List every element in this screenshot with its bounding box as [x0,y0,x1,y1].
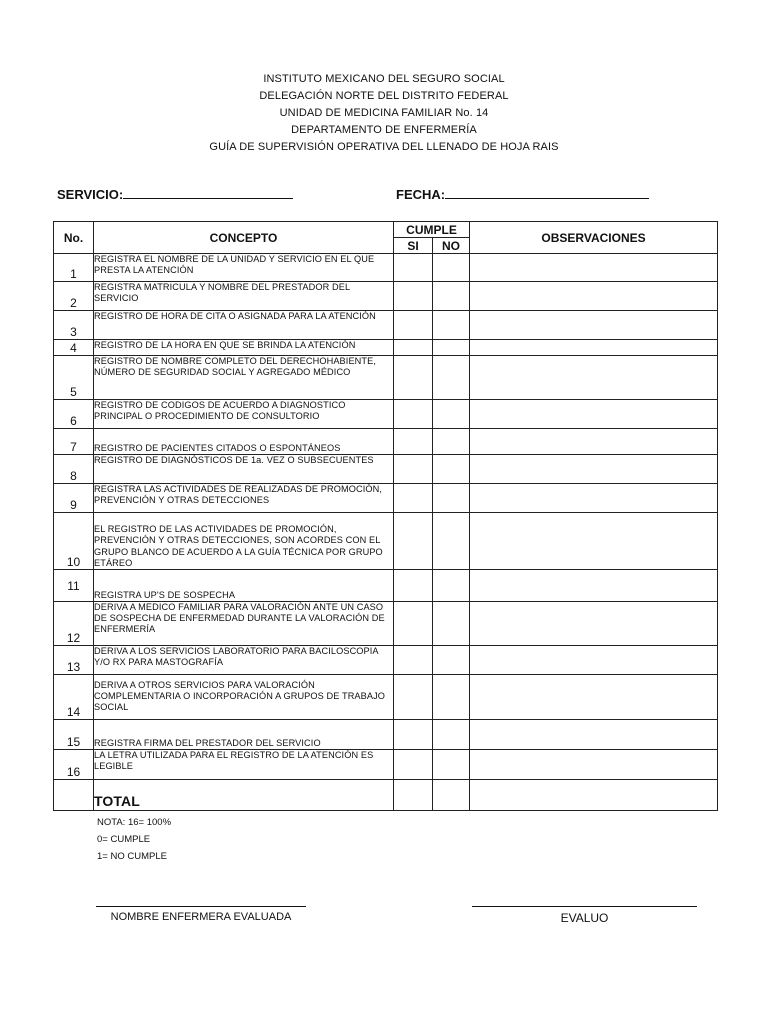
row-number: 1 [54,254,94,282]
cumple-no-cell[interactable] [433,484,470,513]
header-department: DEPARTAMENTO DE ENFERMERÍA [291,124,477,136]
row-concept: REGISTRA MATRICULA Y NOMBRE DEL PRESTADOR DEL SERVICIO [94,282,394,311]
table-row [54,513,718,570]
observaciones-cell[interactable] [470,429,718,455]
total-no-cell[interactable] [433,780,470,811]
cumple-si-cell[interactable] [394,340,433,356]
observaciones-cell[interactable] [470,455,718,484]
row-concept: DERIVA A MEDICO FAMILIAR PARA VALORACIÓN ANTE UN CASO DE SOSPECHA DE ENFERMEDAD DURANTE LA VALORACIÓN DE ENFERMERÍA [94,602,394,646]
total-observaciones-cell[interactable] [470,780,718,811]
notes-block [97,814,171,865]
row-concept: EL REGISTRO DE LAS ACTIVIDADES DE PROMOCIÓN, PREVENCIÓN Y OTRAS DETECCIONES, SON ACORDES CON EL GRUPO BLANCO DE ACUERDO A LA GUÍA TÉCNICA POR GRUPO ETÁREO [94,513,394,570]
row-number: 2 [54,282,94,311]
cumple-si-cell[interactable] [394,570,433,602]
cumple-no-cell[interactable] [433,356,470,400]
total-row [54,780,718,811]
observaciones-cell[interactable] [470,750,718,780]
row-concept: LA LETRA UTILIZADA PARA EL REGISTRO DE LA ATENCIÓN ES LEGIBLE [94,750,394,780]
cumple-si-cell[interactable] [394,646,433,675]
table-row [54,356,718,400]
fecha-field[interactable] [396,185,649,202]
table-row [54,455,718,484]
total-si-cell[interactable] [394,780,433,811]
cumple-si-cell[interactable] [394,484,433,513]
evaluator-label: EVALUO [560,911,609,925]
row-number: 4 [54,340,94,356]
cumple-no-cell[interactable] [433,400,470,429]
total-label: TOTAL [94,780,394,811]
row-number: 12 [54,602,94,646]
table-row [54,484,718,513]
cumple-no-cell[interactable] [433,570,470,602]
table-row [54,400,718,429]
row-number: 3 [54,311,94,340]
header-si: SI [394,238,433,254]
signature-line [472,906,697,907]
header-no: No. [54,222,94,254]
observaciones-cell[interactable] [470,311,718,340]
cumple-no-cell[interactable] [433,513,470,570]
cumple-no-cell[interactable] [433,254,470,282]
supervision-table [53,221,718,811]
cumple-no-cell[interactable] [433,602,470,646]
cumple-si-cell[interactable] [394,675,433,720]
row-number: 10 [54,513,94,570]
row-number: 13 [54,646,94,675]
cumple-no-cell[interactable] [433,311,470,340]
signature-line [96,906,306,907]
total-number-cell [54,780,94,811]
row-concept: REGISTRO DE LA HORA EN QUE SE BRINDA LA ATENCIÓN [94,340,394,356]
table-row [54,720,718,750]
evaluated-nurse-signature[interactable] [96,906,306,923]
row-concept: REGISTRO DE CODIGOS DE ACUERDO A DIAGNOSTICO PRINCIPAL O PROCEDIMIENTO DE CONSULTORIO [94,400,394,429]
cumple-si-cell[interactable] [394,513,433,570]
cumple-si-cell[interactable] [394,750,433,780]
header-guide-title: GUÍA DE SUPERVISIÓN OPERATIVA DEL LLENADO DE HOJA RAIS [209,141,559,153]
observaciones-cell[interactable] [470,282,718,311]
table-row [54,254,718,282]
row-number: 11 [54,570,94,602]
observaciones-cell[interactable] [470,675,718,720]
header-concepto: CONCEPTO [94,222,394,254]
cumple-si-cell[interactable] [394,602,433,646]
cumple-no-cell[interactable] [433,750,470,780]
table-row [54,429,718,455]
cumple-si-cell[interactable] [394,282,433,311]
header-no-option: NO [433,238,470,254]
header-institution: INSTITUTO MEXICANO DEL SEGURO SOCIAL [263,73,505,85]
table-row [54,602,718,646]
table-row [54,675,718,720]
row-number: 14 [54,675,94,720]
row-number: 15 [54,720,94,750]
cumple-no-cell[interactable] [433,429,470,455]
row-number: 6 [54,400,94,429]
cumple-no-cell[interactable] [433,455,470,484]
header-delegation: DELEGACIÓN NORTE DEL DISTRITO FEDERAL [259,90,509,102]
servicio-field[interactable] [57,185,293,202]
observaciones-cell[interactable] [470,340,718,356]
row-concept: REGISTRA LAS ACTIVIDADES DE REALIZADAS DE PROMOCIÓN, PREVENCIÓN Y OTRAS DETECCIONES [94,484,394,513]
row-concept: REGISTRO DE NOMBRE COMPLETO DEL DERECHOHABIENTE, NÚMERO DE SEGURIDAD SOCIAL Y AGREGADO MÉDICO [94,356,394,400]
evaluator-signature[interactable] [472,906,697,925]
cumple-no-cell[interactable] [433,675,470,720]
note-cumple: 0= CUMPLE [97,834,151,845]
table-row [54,750,718,780]
servicio-label: SERVICIO: [57,187,124,202]
cumple-si-cell[interactable] [394,254,433,282]
row-number: 5 [54,356,94,400]
row-concept: REGISTRO DE HORA DE CITA O ASIGNADA PARA LA ATENCIÓN [94,311,394,340]
table-row [54,311,718,340]
table-row [54,570,718,602]
observaciones-cell[interactable] [470,400,718,429]
header-cumple: CUMPLE [394,222,470,238]
cumple-si-cell[interactable] [394,429,433,455]
servicio-blank[interactable] [123,185,293,199]
table-row [54,282,718,311]
note-no-cumple: 1= NO CUMPLE [97,851,167,862]
row-concept: REGISTRA EL NOMBRE DE LA UNIDAD Y SERVICIO EN EL QUE PRESTA LA ATENCIÓN [94,254,394,282]
cumple-no-cell[interactable] [433,646,470,675]
row-concept: REGISTRO DE DIAGNÓSTICOS DE 1a. VEZ O SUBSECUENTES [94,455,394,484]
row-number: 9 [54,484,94,513]
evaluated-nurse-label: NOMBRE ENFERMERA EVALUADA [110,911,292,923]
observaciones-cell[interactable] [470,484,718,513]
observaciones-cell[interactable] [470,356,718,400]
row-number: 16 [54,750,94,780]
table-row [54,340,718,356]
table-row [54,646,718,675]
cumple-si-cell[interactable] [394,455,433,484]
row-number: 7 [54,429,94,455]
observaciones-cell[interactable] [470,513,718,570]
row-concept: REGISTRA UP'S DE SOSPECHA [94,570,394,602]
header-observaciones: OBSERVACIONES [470,222,718,254]
document-header [0,71,768,156]
observaciones-cell[interactable] [470,570,718,602]
fecha-blank[interactable] [445,185,649,199]
cumple-si-cell[interactable] [394,400,433,429]
cumple-no-cell[interactable] [433,340,470,356]
observaciones-cell[interactable] [470,602,718,646]
note-total: NOTA: 16= 100% [97,817,172,828]
row-concept: DERIVA A OTROS SERVICIOS PARA VALORACIÓN COMPLEMENTARIA O INCORPORACIÓN A GRUPOS DE TRABAJO SOCIAL [94,675,394,720]
cumple-no-cell[interactable] [433,720,470,750]
row-number: 8 [54,455,94,484]
cumple-si-cell[interactable] [394,720,433,750]
row-concept: REGISTRA FIRMA DEL PRESTADOR DEL SERVICIO [94,720,394,750]
row-concept: REGISTRO DE PACIENTES CITADOS O ESPONTÁNEOS [94,429,394,455]
observaciones-cell[interactable] [470,646,718,675]
header-unit: UNIDAD DE MEDICINA FAMILIAR No. 14 [279,107,489,119]
cumple-si-cell[interactable] [394,311,433,340]
row-concept: DERIVA A LOS SERVICIOS LABORATORIO PARA BACILOSCOPIA Y/O RX PARA MASTOGRAFÍA [94,646,394,675]
observaciones-cell[interactable] [470,720,718,750]
fecha-label: FECHA: [396,187,446,202]
observaciones-cell[interactable] [470,254,718,282]
cumple-si-cell[interactable] [394,356,433,400]
cumple-no-cell[interactable] [433,282,470,311]
